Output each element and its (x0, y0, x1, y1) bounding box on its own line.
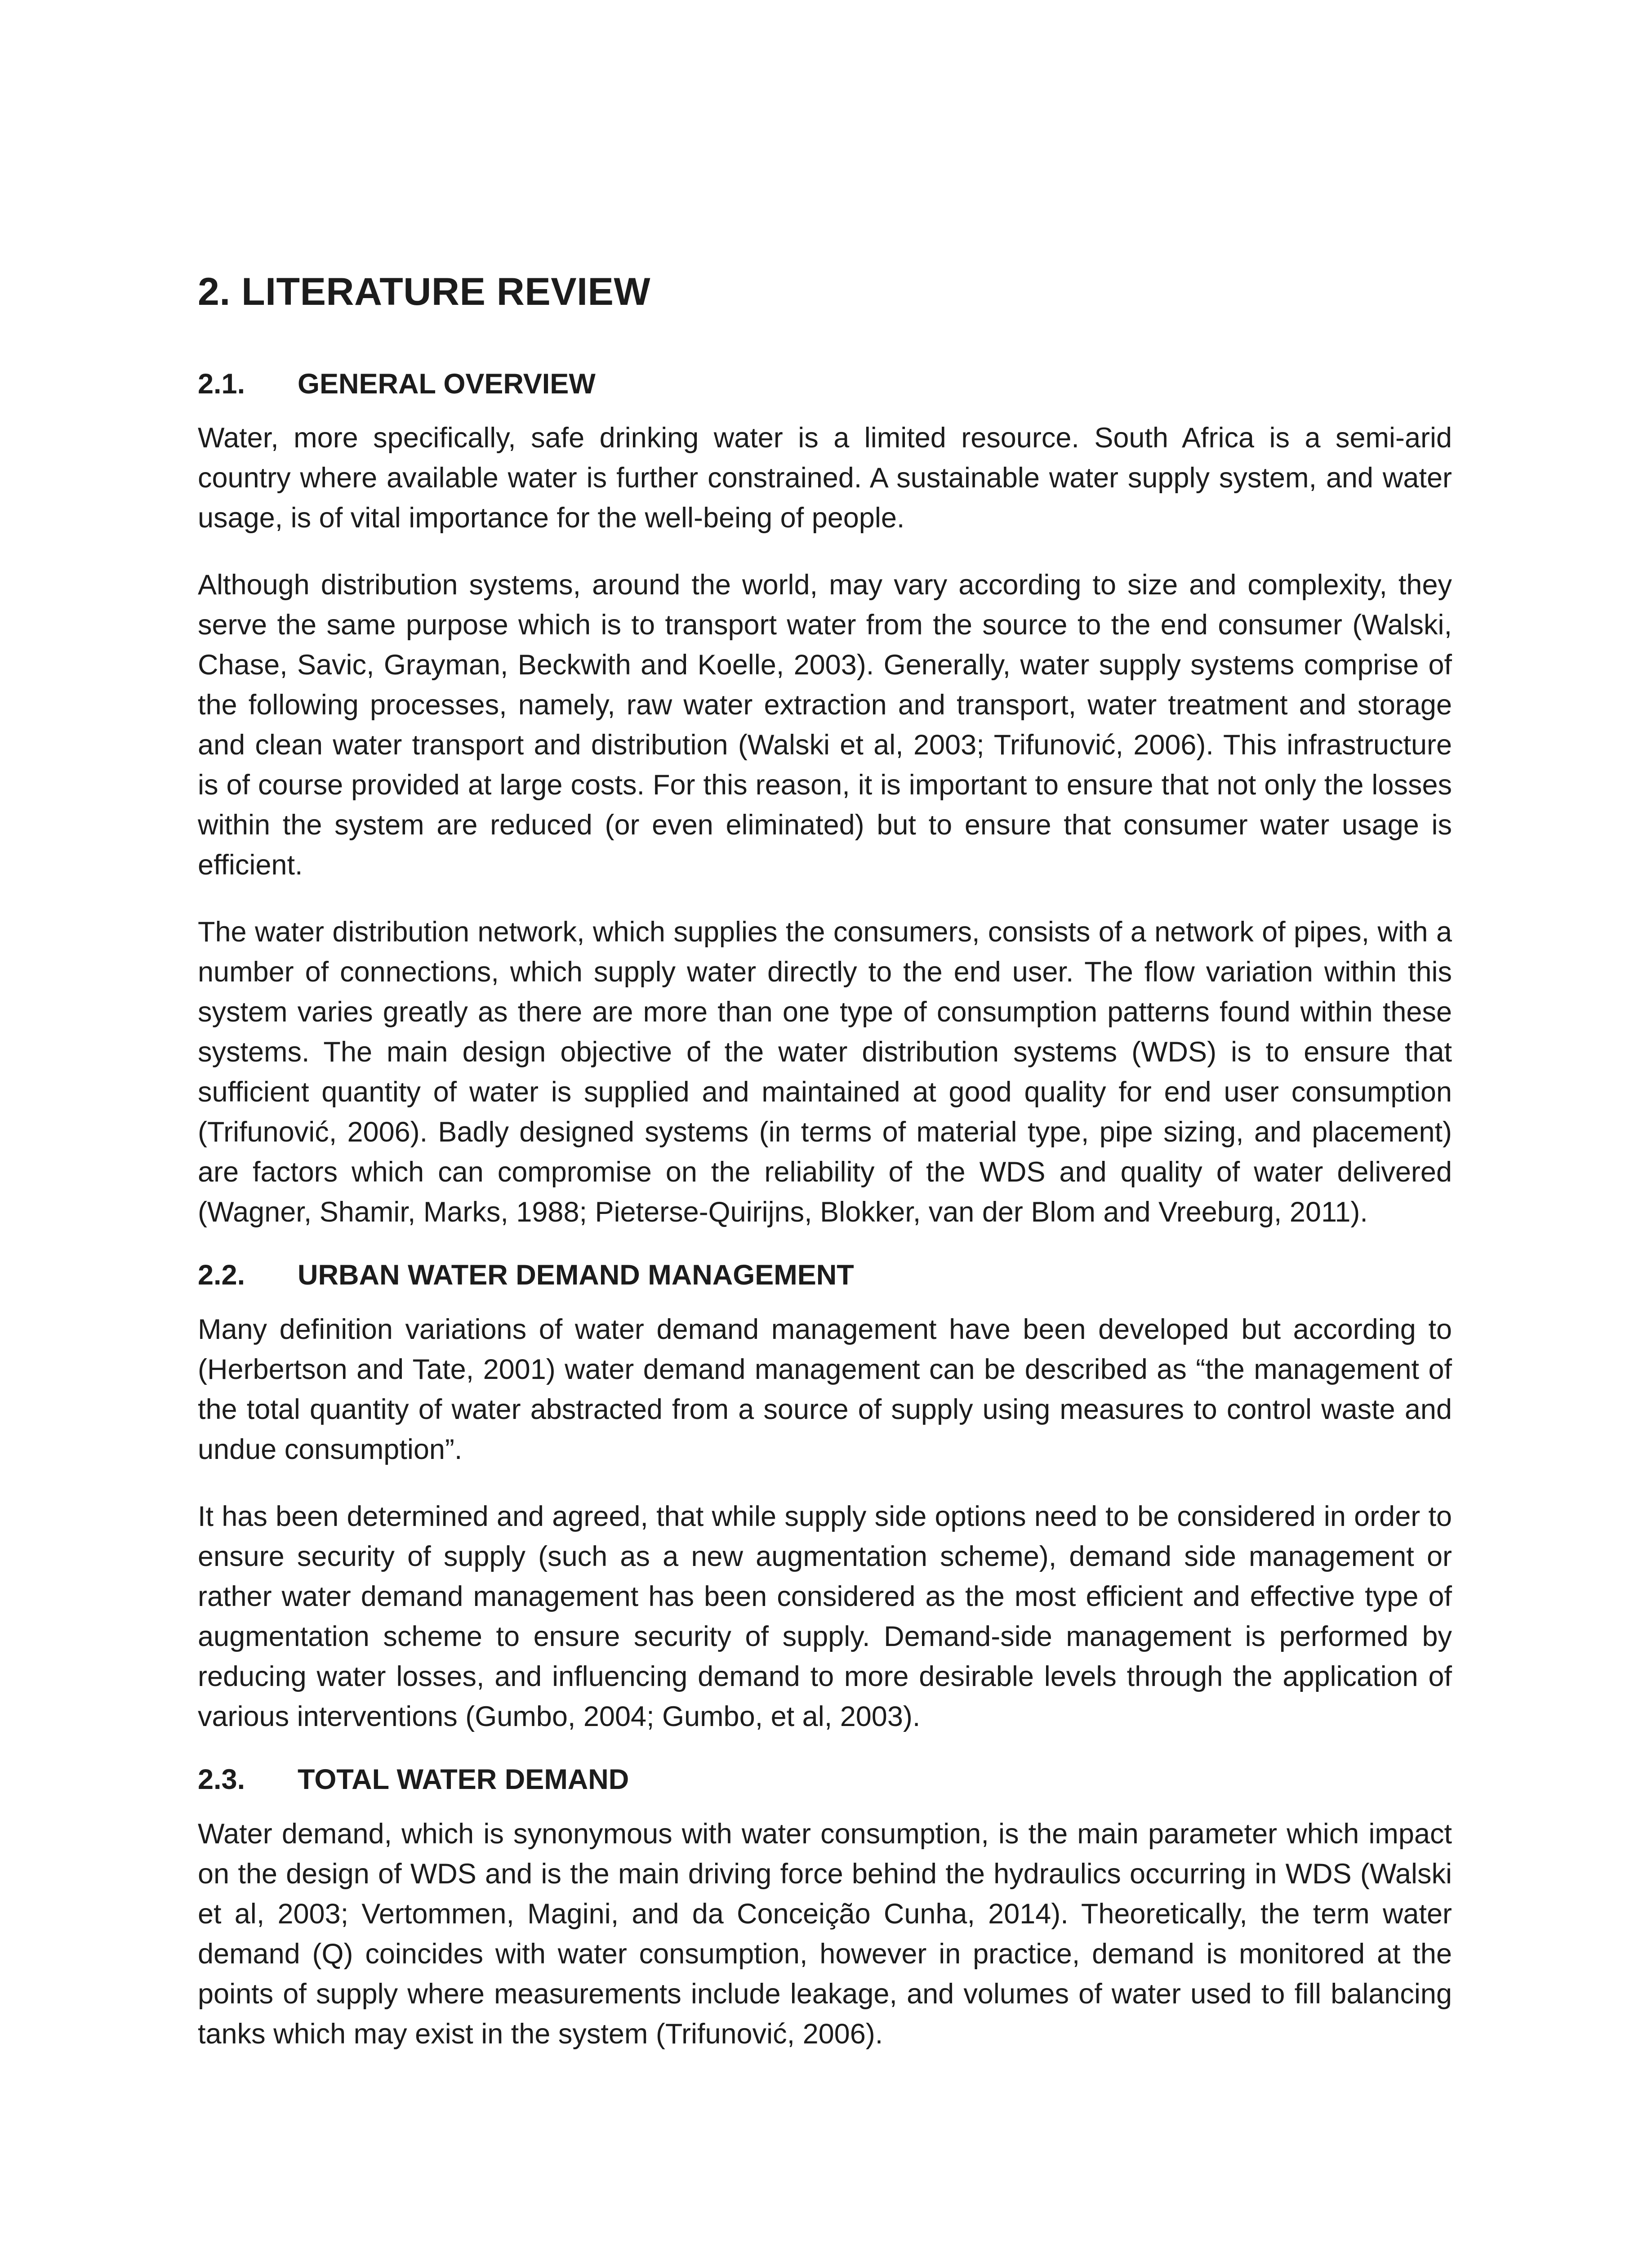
chapter-title: 2. LITERATURE REVIEW (198, 270, 651, 313)
section-heading (198, 1763, 1452, 1797)
paragraph: Water, more specifically, safe drinking water is a limited resource. South Africa is a semi-arid country where available water is further constrained. A sustainable water supply system, and water usage, is of vital importance for the well-being of people. (198, 422, 1452, 534)
paragraph: The water distribution network, which supplies the consumers, consists of a network of pipes, with a number of connections, which supply water directly to the end user. The flow variation within this system varies greatly as there are more than one type of consumption patterns found within these systems. The main design objective of the water distribution systems (WDS) is to ensure that sufficient quantity of water is supplied and maintained at good quality for end user consumption (Trifunović, 2006). Badly designed systems (in terms of material type, pipe sizing, and placement) are factors which can compromise on the reliability of the WDS and quality of water delivered (Wagner, Shamir, Marks, 1988; Pieterse-Quirijns, Blokker, van der Blom and Vreeburg, 2011). (198, 916, 1452, 1228)
document-page (198, 270, 1452, 2081)
section-heading (198, 367, 1452, 401)
section-title: TOTAL WATER DEMAND (298, 1764, 629, 1796)
section-number: 2.3. (198, 1764, 245, 1796)
section-number: 2.1. (198, 368, 245, 400)
section-number: 2.2. (198, 1259, 245, 1291)
paragraph: Although distribution systems, around the world, may vary according to size and complexity, they serve the same purpose which is to transport water from the source to the end consumer (Walski, Chase, Savic, Grayman, Beckwith and Koelle, 2003). Generally, water supply systems comprise of the following processes, namely, raw water extraction and transport, water treatment and storage and clean water transport and distribution (Walski et al, 2003; Trifunović, 2006). This infrastructure is of course provided at large costs. For this reason, it is important to ensure that not only the losses within the system are reduced (or even eliminated) but to ensure that consumer water usage is efficient. (198, 569, 1452, 881)
section-total-water-demand (198, 1763, 1452, 2054)
section-title: URBAN WATER DEMAND MANAGEMENT (298, 1259, 854, 1291)
section-title: GENERAL OVERVIEW (298, 368, 596, 400)
paragraph: It has been determined and agreed, that while supply side options need to be considered in order to ensure security of supply (such as a new augmentation scheme), demand side management or rather water demand management has been considered as the most efficient and effective type of augmentation scheme to ensure security of supply. Demand-side management is performed by reducing water losses, and influencing demand to more desirable levels through the application of various interventions (Gumbo, 2004; Gumbo, et al, 2003). (198, 1501, 1452, 1733)
paragraph: Water demand, which is synonymous with water consumption, is the main parameter which impact on the design of WDS and is the main driving force behind the hydraulics occurring in WDS (Walski et al, 2003; Vertommen, Magini, and da Conceição Cunha, 2014). Theoretically, the term water demand (Q) coincides with water consumption, however in practice, demand is monitored at the points of supply where measurements include leakage, and volumes of water used to fill balancing tanks which may exist in the system (Trifunović, 2006). (198, 1818, 1452, 2050)
section-urban-water-demand-management (198, 1258, 1452, 1737)
paragraph: Many definition variations of water demand management have been developed but according to (Herbertson and Tate, 2001) water demand management can be described as “the management of the total quantity of water abstracted from a source of supply using measures to control waste and undue consumption”. (198, 1314, 1452, 1466)
section-heading (198, 1258, 1452, 1293)
section-general-overview (198, 367, 1452, 1233)
